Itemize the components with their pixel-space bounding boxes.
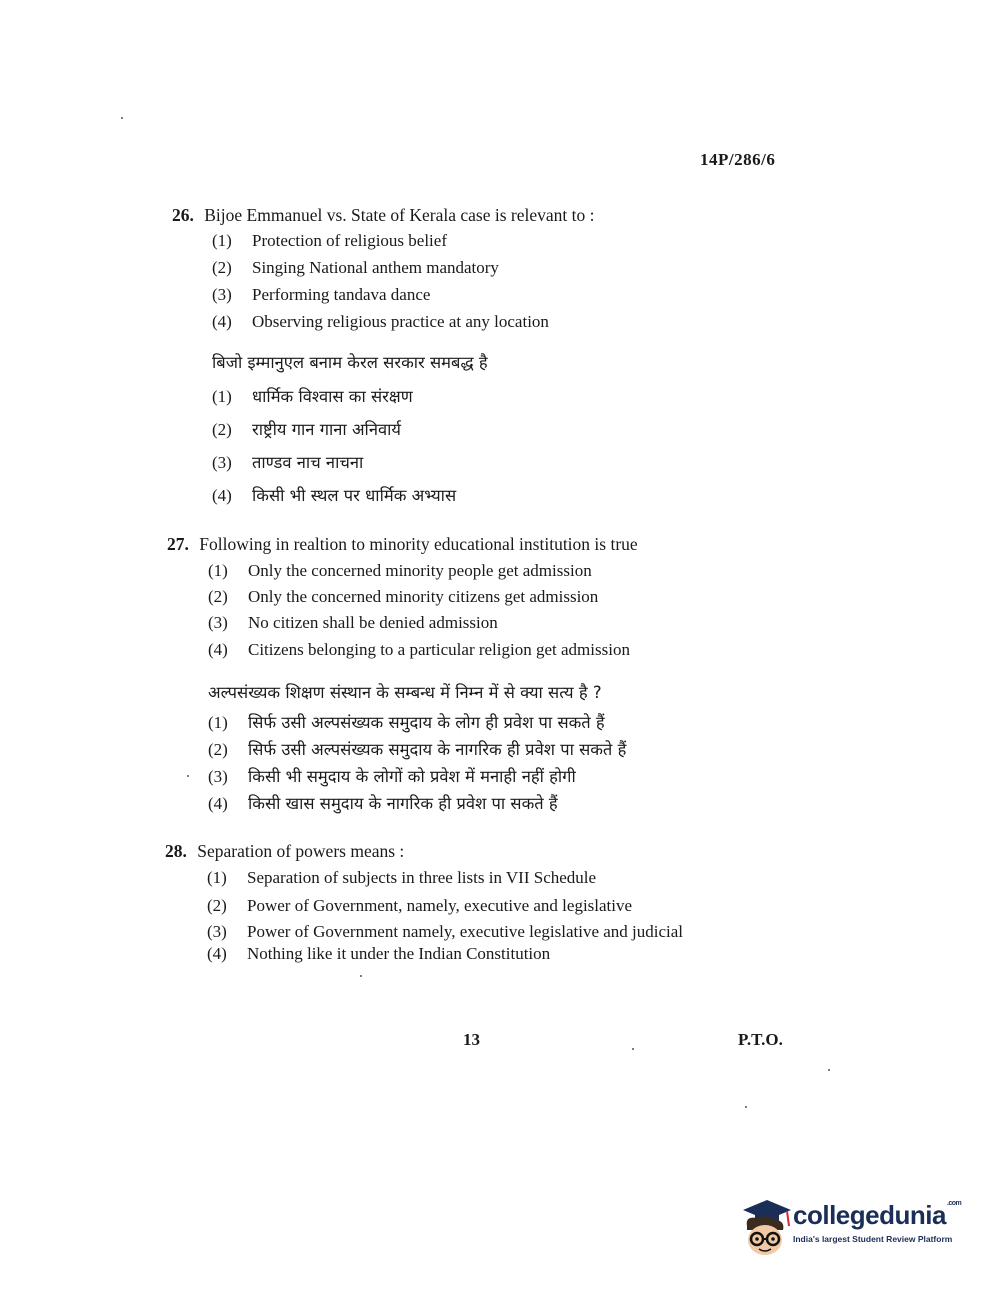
scan-speck	[360, 975, 362, 977]
collegedunia-logo	[737, 1196, 967, 1260]
option-2: (2) Singing National anthem mandatory	[212, 258, 499, 277]
hindi-question-text: बिजो इम्मानुएल बनाम केरल सरकार समबद्ध है	[212, 353, 488, 372]
question-number: 26.	[172, 205, 194, 225]
option-4: (4) Observing religious practice at any location	[212, 312, 549, 331]
page-number: 13	[463, 1030, 480, 1049]
hindi-option-2: (2) सिर्फ उसी अल्पसंख्यक समुदाय के नागरिक ही प्रवेश पा सकते हैं	[208, 740, 627, 759]
question-text: Following in realtion to minority educational institution is true	[199, 534, 638, 554]
logo-brand: collegedunia	[793, 1200, 946, 1230]
option-1: (1) Separation of subjects in three lists in VII Schedule	[207, 868, 597, 887]
option-3: (3) No citizen shall be denied admission	[208, 613, 498, 632]
question-number: 28.	[165, 841, 187, 861]
hindi-question-text: अल्पसंख्यक शिक्षण संस्थान के सम्बन्ध में निम्न में से क्या सत्य है ?	[208, 683, 602, 702]
mascot-icon	[737, 1196, 793, 1260]
logo-tagline: India's largest Student Review Platform	[793, 1234, 953, 1244]
option-2: (2) Power of Government, namely, executive and legislative	[207, 896, 633, 915]
question-number: 27.	[167, 534, 189, 554]
scan-speck	[121, 117, 123, 119]
hindi-option-1: (1) धार्मिक विश्वास का संरक्षण	[212, 387, 413, 406]
scan-speck	[632, 1048, 634, 1050]
option-2: (2) Only the concerned minority citizens get admission	[208, 587, 599, 606]
hindi-option-4: (4) किसी खास समुदाय के नागरिक ही प्रवेश पा सकते हैं	[208, 794, 558, 813]
scan-speck	[828, 1069, 830, 1071]
hindi-option-3: (3) किसी भी समुदाय के लोगों को प्रवेश में मनाही नहीं होगी	[208, 767, 576, 786]
logo-suffix: .com	[946, 1200, 962, 1207]
hindi-option-1: (1) सिर्फ उसी अल्पसंख्यक समुदाय के लोग ही प्रवेश पा सकते हैं	[208, 713, 605, 732]
question-text: Separation of powers means :	[197, 841, 405, 861]
hindi-option-4: (4) किसी भी स्थल पर धार्मिक अभ्यास	[212, 486, 457, 505]
option-1: (1) Protection of religious belief	[212, 231, 447, 250]
option-4: (4) Citizens belonging to a particular religion get admission	[208, 640, 630, 659]
question-text: Bijoe Emmanuel vs. State of Kerala case is relevant to :	[204, 205, 595, 225]
hindi-option-2: (2) राष्ट्रीय गान गाना अनिवार्य	[212, 420, 402, 439]
paper-code: 14P/286/6	[700, 150, 776, 169]
scan-speck	[745, 1106, 747, 1108]
pto-label: P.T.O.	[738, 1030, 783, 1049]
hindi-option-3: (3) ताण्डव नाच नाचना	[212, 453, 364, 472]
option-3: (3) Performing tandava dance	[212, 285, 431, 304]
option-3: (3) Power of Government namely, executive legislative and judicial	[207, 922, 684, 941]
scan-speck	[187, 775, 189, 777]
option-1: (1) Only the concerned minority people get admission	[208, 561, 592, 580]
option-4: (4) Nothing like it under the Indian Constitution	[207, 944, 551, 963]
